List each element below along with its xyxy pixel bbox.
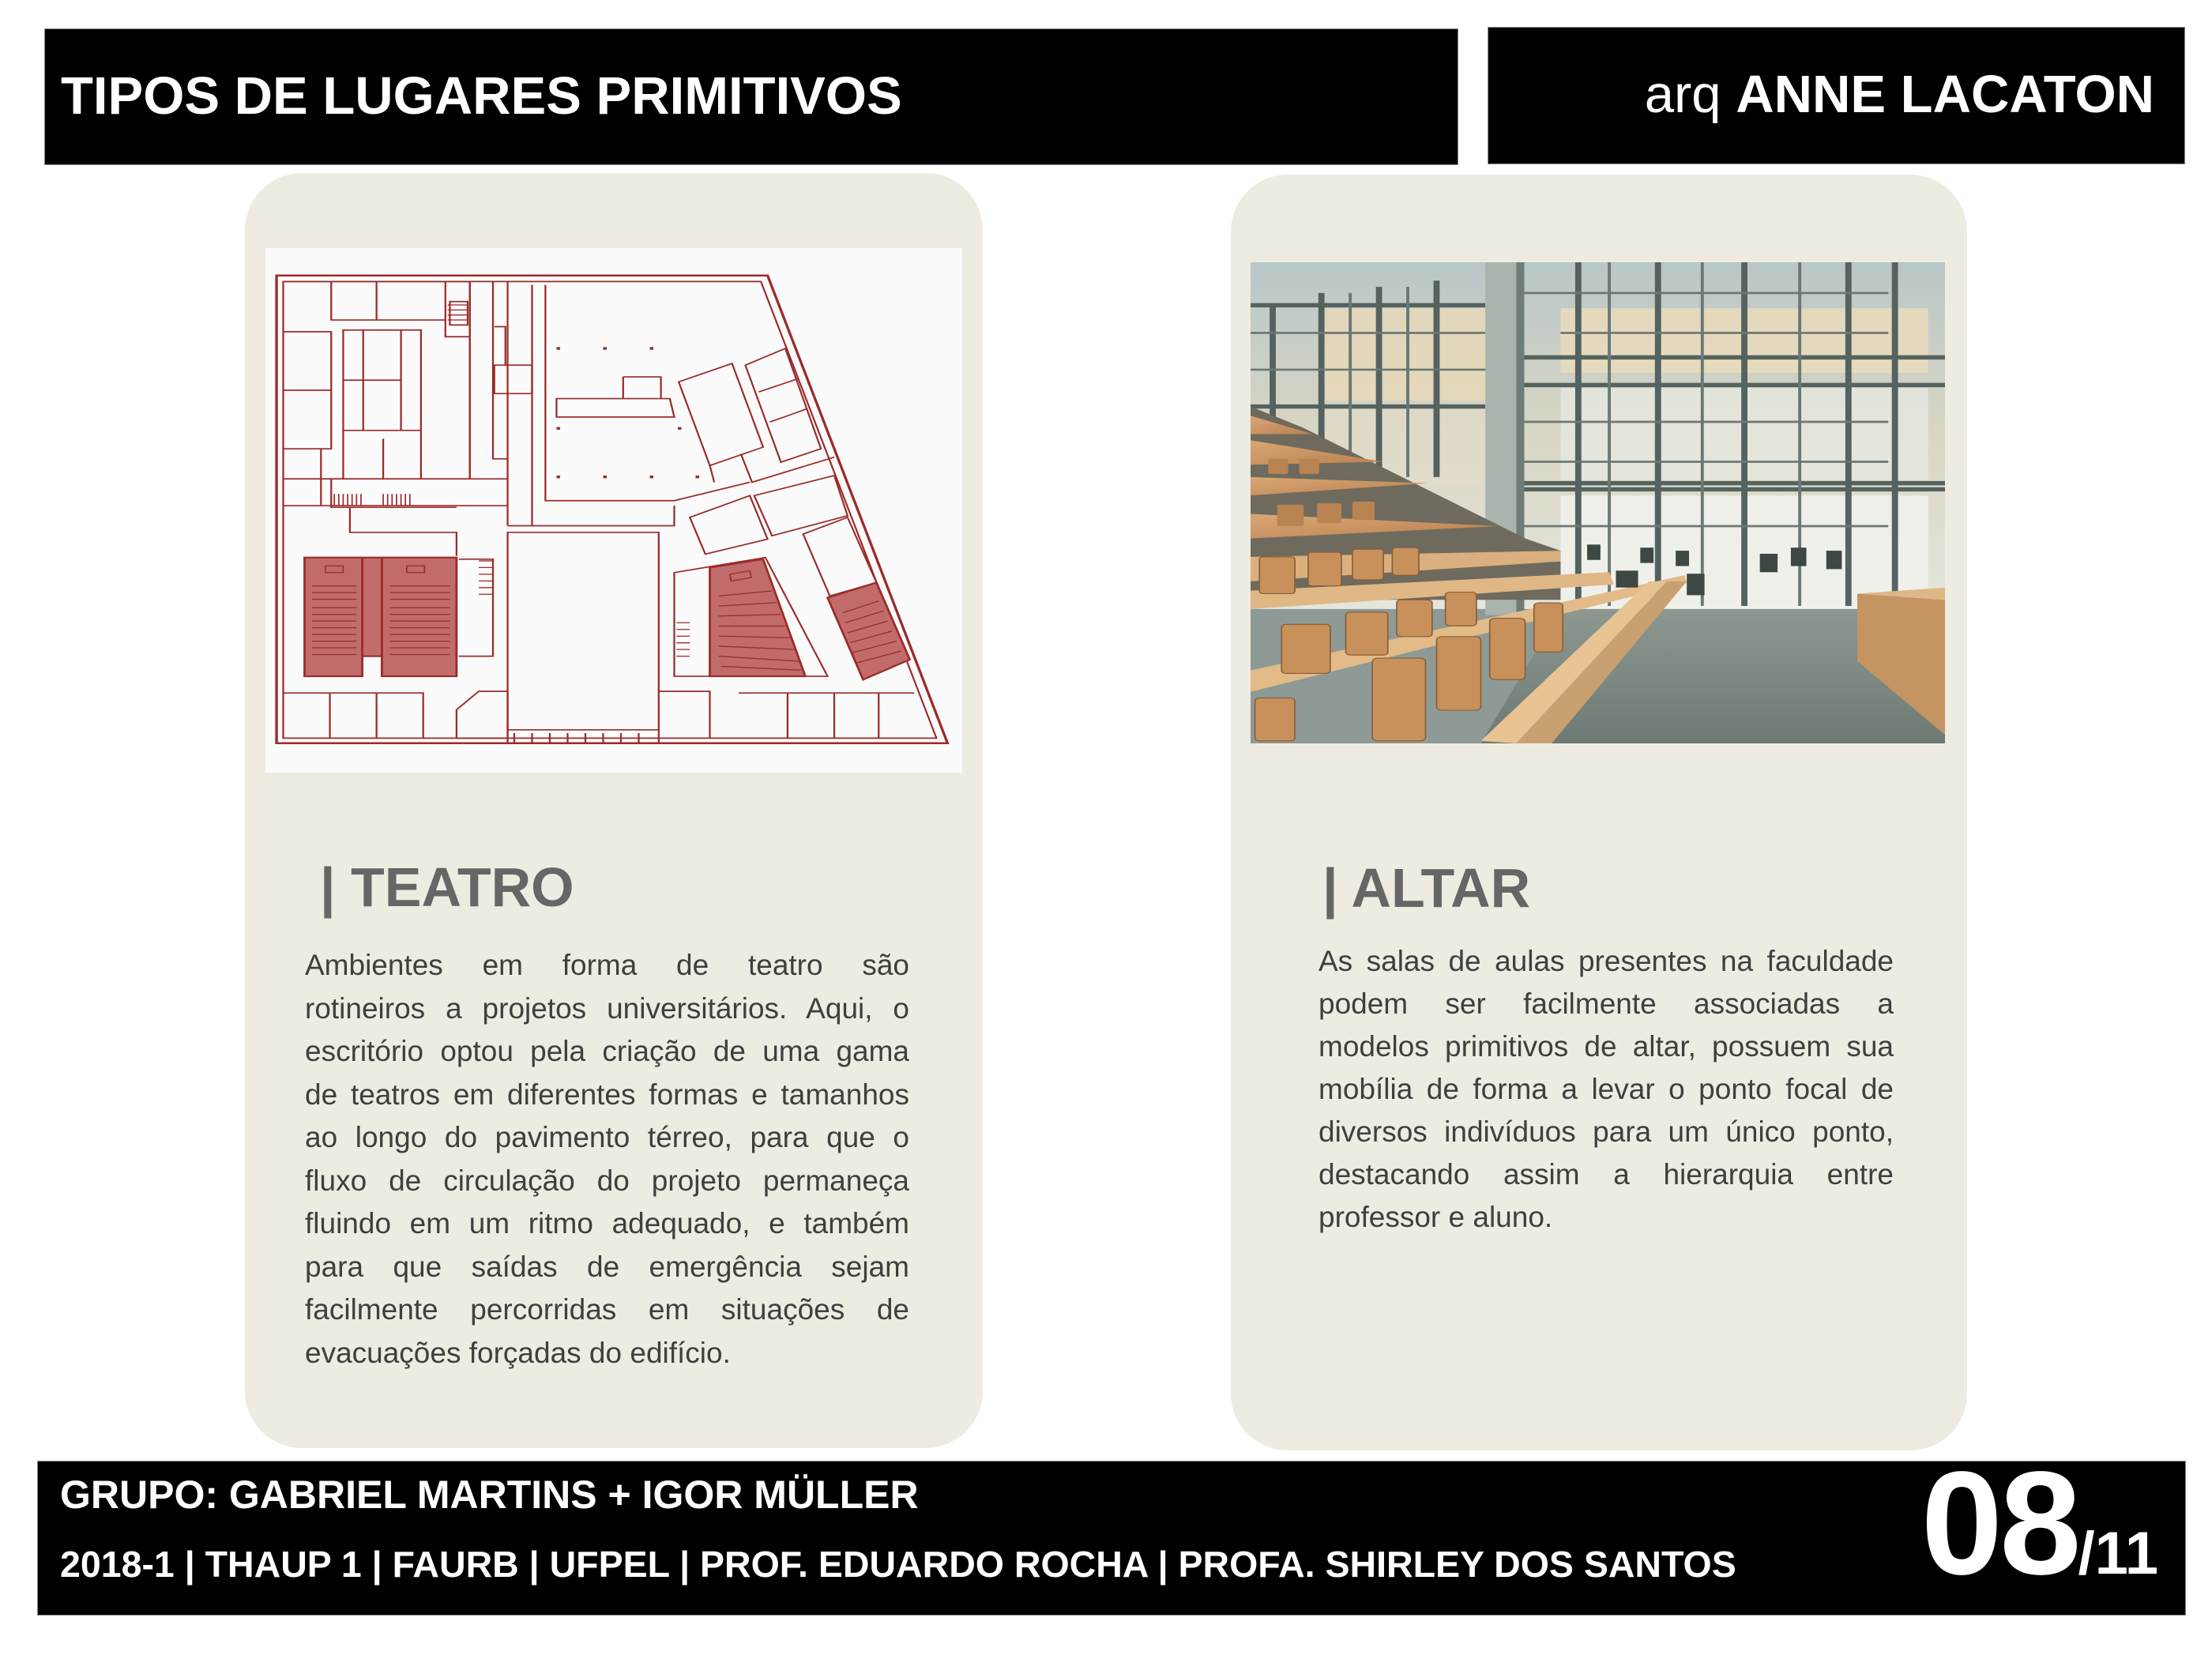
- body-line: modelos primitivos de altar, possuem sua: [1319, 1030, 1894, 1063]
- plan-theater-4: [828, 582, 910, 679]
- body-line: ao longo do pavimento térreo, para que o: [305, 1121, 909, 1153]
- plan-center-hall: [508, 532, 659, 730]
- card-teatro: [245, 173, 983, 1448]
- body-line: professor e aluno.: [1319, 1201, 1553, 1233]
- body-line: Ambientes em forma de teatro são: [305, 949, 909, 981]
- lecture-hall-photo: [1251, 262, 1945, 743]
- page-total: /11: [2078, 1520, 2158, 1587]
- page-title: TIPOS DE LUGARES PRIMITIVOS: [61, 66, 902, 126]
- page-number: [1920, 1442, 2158, 1605]
- body-line: para que saídas de emergência sejam: [305, 1250, 909, 1283]
- floor-plan-image: [265, 248, 962, 773]
- card-altar: [1231, 175, 1967, 1450]
- plan-outer-wall: [276, 276, 947, 743]
- architect-prefix: arq: [1644, 65, 1721, 124]
- card-body-altar: [1319, 940, 1894, 1239]
- card-heading-teatro: | TEATRO: [320, 856, 574, 918]
- plan-theater-aisle: [363, 558, 382, 656]
- body-line: de teatros em diferentes formas e tamanhos: [305, 1078, 909, 1111]
- plan-hall: [545, 285, 750, 501]
- body-line: fluxo de circulação do projeto permaneça: [305, 1164, 909, 1197]
- body-line: diversos indivíduos para um único ponto,: [1319, 1115, 1894, 1148]
- body-line: As salas de aulas presentes na faculdade: [1319, 945, 1894, 977]
- architect-label: [1645, 59, 2154, 130]
- footer-bar: [38, 1442, 2185, 1615]
- body-line: escritório optou pela criação de uma gama: [305, 1035, 909, 1067]
- body-line: destacando assim a hierarquia entre: [1319, 1158, 1894, 1191]
- course-info: 2018-1 | THAUP 1 | FAURB | UFPEL | PROF. EDUARDO ROCHA | PROFA. SHIRLEY DOS SANTOS: [60, 1544, 1736, 1585]
- plan-theater-1: [305, 558, 363, 676]
- body-line: mobília de forma a levar o ponto focal de: [1319, 1073, 1894, 1105]
- body-line: facilmente percorridas em situações de: [305, 1293, 909, 1326]
- body-line: evacuações forçadas do edifício.: [305, 1336, 731, 1369]
- body-line: podem ser facilmente associadas a: [1319, 988, 1894, 1020]
- group-members: GRUPO: GABRIEL MARTINS + IGOR MÜLLER: [60, 1473, 919, 1517]
- page-current: 08: [1920, 1442, 2078, 1605]
- architect-name: ANNE LACATON: [1736, 65, 2154, 124]
- floor-plan-drawing: [265, 248, 962, 773]
- body-line: fluindo em um ritmo adequado, e também: [305, 1207, 909, 1240]
- body-line: rotineiros a projetos universitários. Aqui, o: [305, 991, 909, 1025]
- header-author-bar: [1488, 28, 2184, 164]
- lecture-hall-illustration: [1251, 262, 1945, 743]
- card-body-teatro: [305, 944, 909, 1375]
- plan-theater-2: [382, 558, 457, 676]
- card-heading-altar: | ALTAR: [1322, 857, 1531, 919]
- header-title-bar: [45, 29, 1458, 164]
